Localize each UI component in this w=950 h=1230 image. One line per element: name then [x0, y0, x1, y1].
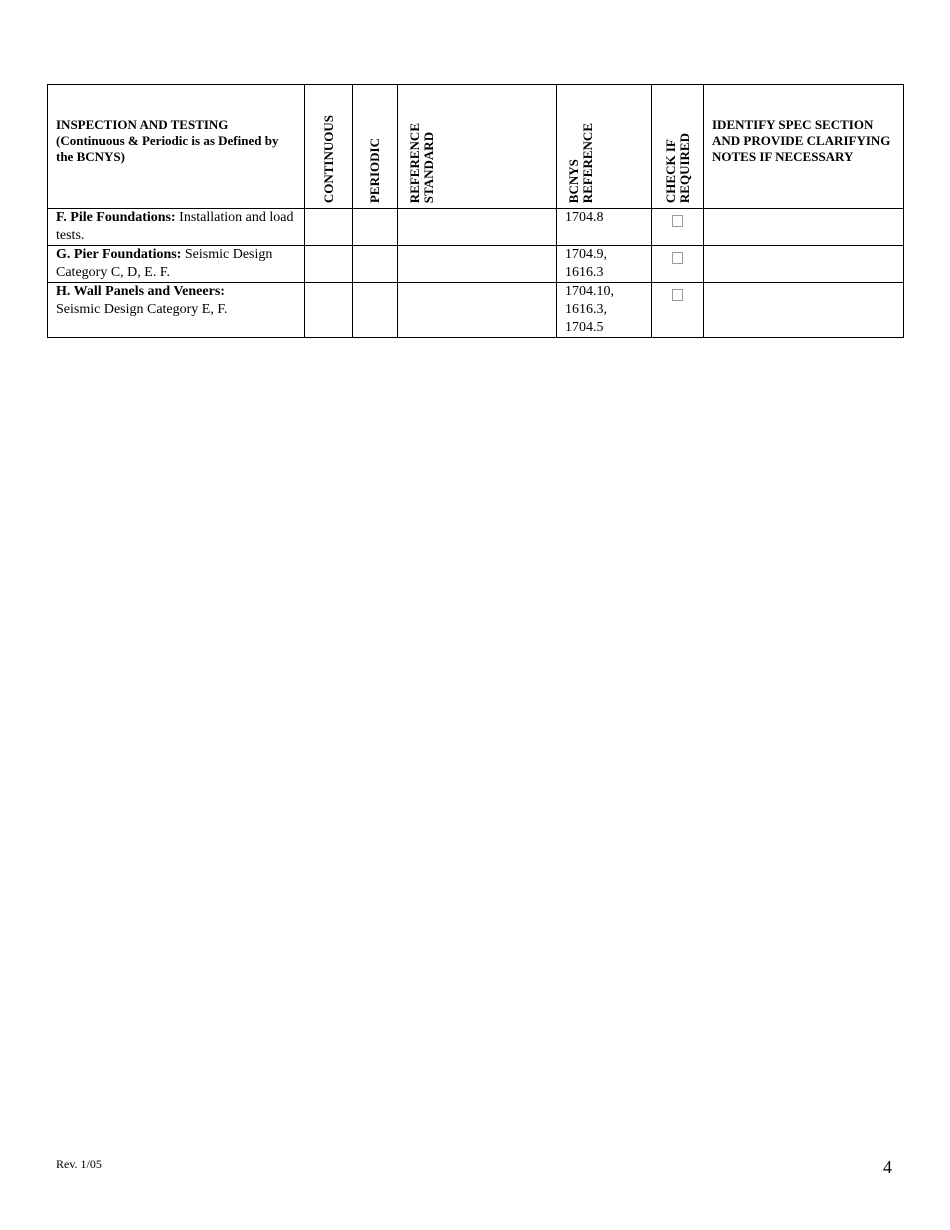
- header-continuous: [305, 85, 353, 209]
- check-if-required-checkbox[interactable]: [672, 252, 683, 264]
- header-check-if-required-label: CHECK IF REQUIRED: [662, 132, 692, 203]
- row-description-text: Seismic Design Category E, F.: [56, 302, 228, 317]
- header-main-subtitle: (Continuous & Periodic is as Defined by the BCNYS): [56, 133, 279, 164]
- reference-standard-cell[interactable]: [398, 283, 557, 338]
- check-if-required-checkbox[interactable]: [672, 289, 683, 301]
- row-title: H. Wall Panels and Veneers:: [56, 284, 225, 299]
- reference-standard-cell[interactable]: [398, 209, 557, 246]
- header-inspection-and-testing: [48, 85, 305, 209]
- continuous-cell[interactable]: [305, 283, 353, 338]
- check-cell: [652, 209, 704, 246]
- check-cell: [652, 246, 704, 283]
- continuous-cell[interactable]: [305, 209, 353, 246]
- row-title: G. Pier Foundations:: [56, 247, 182, 262]
- header-check-if-required: [652, 85, 704, 209]
- table-row: [48, 209, 904, 246]
- check-cell: [652, 283, 704, 338]
- periodic-cell[interactable]: [353, 246, 398, 283]
- page-number: 4: [883, 1157, 892, 1177]
- bcnys-reference-cell: 1704.8: [557, 209, 652, 246]
- header-reference-standard-label: REFERENCE STANDARD: [407, 122, 436, 203]
- row-description: [48, 246, 305, 283]
- check-if-required-checkbox[interactable]: [672, 215, 683, 227]
- notes-cell[interactable]: [704, 209, 904, 246]
- header-bcnys-reference: [557, 85, 652, 209]
- table-row: [48, 283, 904, 338]
- table-row: [48, 246, 904, 283]
- row-description: [48, 283, 305, 338]
- inspection-testing-table: [47, 84, 904, 338]
- row-title: F. Pile Foundations:: [56, 210, 176, 225]
- reference-standard-cell[interactable]: [398, 246, 557, 283]
- header-bcnys-reference-label: BCNYS REFERENCE: [566, 122, 595, 203]
- notes-cell[interactable]: [704, 283, 904, 338]
- header-periodic-label: PERIODIC: [367, 137, 382, 203]
- header-reference-standard: [398, 85, 557, 209]
- continuous-cell[interactable]: [305, 246, 353, 283]
- bcnys-reference-cell: 1704.9, 1616.3: [557, 246, 652, 283]
- header-notes: IDENTIFY SPEC SECTION AND PROVIDE CLARIFYING NOTES IF NECESSARY: [704, 85, 904, 209]
- bcnys-reference-cell: 1704.10, 1616.3, 1704.5: [557, 283, 652, 338]
- row-description-text: Seismic Design Category C, D, E. F.: [56, 247, 273, 280]
- periodic-cell[interactable]: [353, 283, 398, 338]
- header-continuous-label: CONTINUOUS: [320, 114, 336, 203]
- row-description: [48, 209, 305, 246]
- header-periodic: [353, 85, 398, 209]
- periodic-cell[interactable]: [353, 209, 398, 246]
- revision-label: Rev. 1/05: [56, 1157, 102, 1171]
- notes-cell[interactable]: [704, 246, 904, 283]
- table-header-row: [48, 85, 904, 209]
- header-main-title: INSPECTION AND TESTING: [56, 117, 229, 132]
- row-description-text: Installation and load tests.: [56, 210, 294, 243]
